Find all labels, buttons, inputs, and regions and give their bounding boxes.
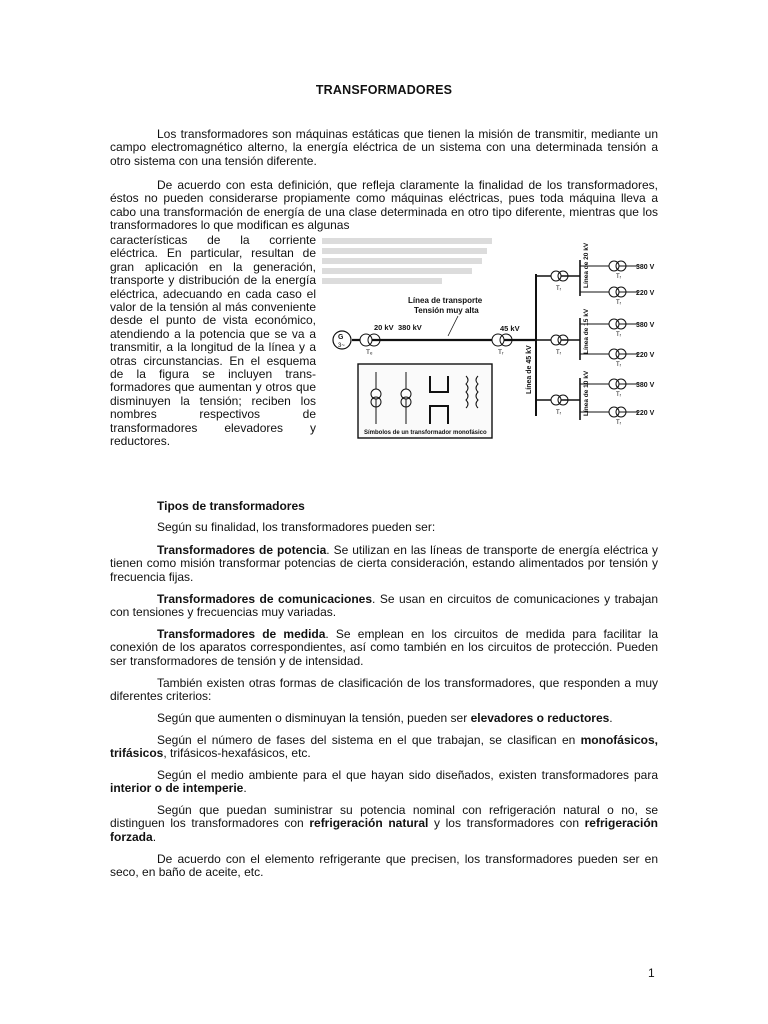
text-fases: Según el número de fases del sistema en el que trabajan, se clasifican en (157, 733, 581, 747)
branch-10kv-out-380: 380 V (636, 382, 655, 389)
paragraph-fases (110, 734, 658, 761)
intro-paragraph-1 (110, 128, 658, 168)
paragraph-tension (110, 712, 658, 725)
line-label-pointer (448, 316, 458, 336)
text-refrig-2: y los transformadores con (428, 816, 585, 831)
line-label-2: Tensión muy alta (414, 306, 479, 315)
branch-10kv (536, 370, 655, 426)
text-medida: . Se emplean en los circuitos de medida para facilitar la conexión de los aparatos correspondientes, así como también en los circuitos de protección. Pueden ser transformadores de tensión y de intensidad. (110, 627, 658, 668)
page-number: 1 (648, 966, 655, 980)
types-intro (110, 521, 658, 534)
branch-20kv-t2: Tᵣ (616, 300, 622, 306)
branch-20kv-tr: Tᵣ (556, 286, 562, 292)
generator-label: G (338, 334, 344, 341)
intro-paragraph-2 (110, 179, 658, 233)
paragraph-elemento (110, 853, 658, 880)
text-comunicaciones: . Se usan en circuitos de comunicaciones y trabajan con tensiones y frecuencias muy variadas. (110, 592, 658, 620)
text-refrig-1: Según que puedan suministrar su potencia nominal con refrigeración natural o no, se distinguen los transformadores con (110, 803, 658, 831)
paragraph-refrigeracion (110, 804, 658, 844)
intro-paragraph-1-text: Los transformadores son máquinas estáticas que tienen la misión de transmitir, mediante un campo electromagnético alterno, la energía eléctrica de un sistema con una determinada tensión a otro sistema con una tensión diferente. (110, 127, 658, 168)
symbols-caption: Símbolos de un transformador monofásico (364, 430, 487, 436)
text-medio: Según el medio ambiente para el que hayan sido diseñados, existen transformadores para (157, 768, 658, 782)
voltage-20kv: 20 kV (374, 323, 394, 332)
voltage-380kv: 380 kV (398, 323, 422, 332)
paragraph-comunicaciones (110, 593, 658, 620)
branch-20kv-out-220: 220 V (636, 290, 655, 297)
paragraph-medida (110, 628, 658, 668)
term-medio: interior o de intemperie (110, 781, 244, 796)
text-otras-formas: También existen otras formas de clasificación de los transformadores, que responden a muy diferentes criterios: (110, 676, 658, 704)
line-45kv-label: Línea de 45 kV (526, 345, 533, 394)
step-up-label: Tₑ (366, 349, 373, 356)
document-title: TRANSFORMADORES (315, 83, 453, 97)
paragraph-potencia (110, 544, 658, 584)
branch-15kv-t2: Tᵣ (616, 362, 622, 368)
paragraph-otras-formas (110, 677, 658, 704)
text-potencia: . Se utilizan en las líneas de transporte de energía eléctrica y tienen como misión transformar potencias de cierta consideración, estando alimentados por tensión y frecuencia fijas. (110, 543, 659, 584)
text-medio-end: . (243, 781, 247, 796)
text-elemento: De acuerdo con el elemento refrigerante que precisen, los transformadores pueden ser en seco, en baño de aceite, etc. (110, 852, 658, 880)
branch-15kv-t1: Tᵣ (616, 332, 622, 338)
voltage-45kv: 45 kV (500, 324, 520, 333)
term-comunicaciones: Transformadores de comunicaciones (157, 592, 373, 606)
term-refrig-forzada: refrigeración forzada (110, 816, 658, 844)
step-down-label: Tᵣ (498, 349, 504, 356)
line-20kv-label: Línea de 20 kV (583, 242, 590, 288)
term-tension: elevadores o reductores (470, 711, 610, 725)
branch-15kv-out-220: 220 V (636, 352, 655, 359)
line-10kv-label: Línea de 10 kV (583, 370, 590, 416)
branch-20kv-out-380: 380 V (636, 264, 655, 271)
term-medida: Transformadores de medida (157, 627, 326, 641)
term-potencia: Transformadores de potencia (157, 543, 327, 557)
text-tension: Según que aumenten o disminuyan la tensión, pueden ser (157, 711, 471, 725)
generator-sub: 3~ (338, 343, 345, 349)
types-intro-text: Según su finalidad, los transformadores pueden ser: (157, 520, 436, 534)
intro-paragraph-2-text: De acuerdo con esta definición, que refleja claramente la finalidad de los transformadores, éstos no pueden considerarse propiamente como máquinas eléctricas, pues toda máquina lleva a cabo una transformación de energía de una clase determinada en otro tipo diferente, mientras que los transformadores lo que modifican es algunas (110, 178, 658, 233)
symbols-box (358, 364, 492, 438)
paragraph-medio (110, 769, 658, 796)
text-refrig-end: . (152, 829, 157, 844)
branch-10kv-tr: Tᵣ (556, 410, 562, 416)
term-refrig-natural: refrigeración natural (309, 816, 429, 831)
branch-20kv (536, 242, 655, 306)
power-transport-figure (318, 236, 660, 452)
text-fases-end: , trifásicos-hexafásicos, etc. (163, 746, 311, 761)
text-tension-end: . (609, 711, 613, 725)
term-fases: monofásicos, trifásicos (110, 733, 658, 761)
branch-10kv-t2: Tᵣ (616, 420, 622, 426)
faded-background-text (322, 238, 492, 284)
line-15kv-label: Línea de 15 kV (583, 308, 590, 354)
branch-15kv-out-380: 380 V (636, 322, 655, 329)
branch-15kv (536, 308, 655, 368)
branch-10kv-out-220: 220 V (636, 410, 655, 417)
branch-20kv-t1: Tᵣ (616, 274, 622, 280)
branch-15kv-tr: Tᵣ (556, 350, 562, 356)
intro-paragraph-2-continued: características de la corriente eléctrica. En particular, resultan de gran aplicación en la generación, transporte y distribución de la energía eléctrica, adecuando en cada caso el valor de la tensión al más conveniente desde el punto de vista económico, atendiendo a la potencia que se va a transmitir, a la longitud de la línea y a otras circunstancias. En el esquema de la figura se incluyen trans-formadores que aumentan y otros que disminuyen la tensión; reciben los nombres respectivos de transformadores elevadores y reductores. (110, 233, 316, 449)
section-heading: Tipos de transformadores (157, 499, 305, 513)
line-label-1: Línea de transporte (408, 296, 483, 305)
branch-10kv-t1: Tᵣ (616, 392, 622, 398)
